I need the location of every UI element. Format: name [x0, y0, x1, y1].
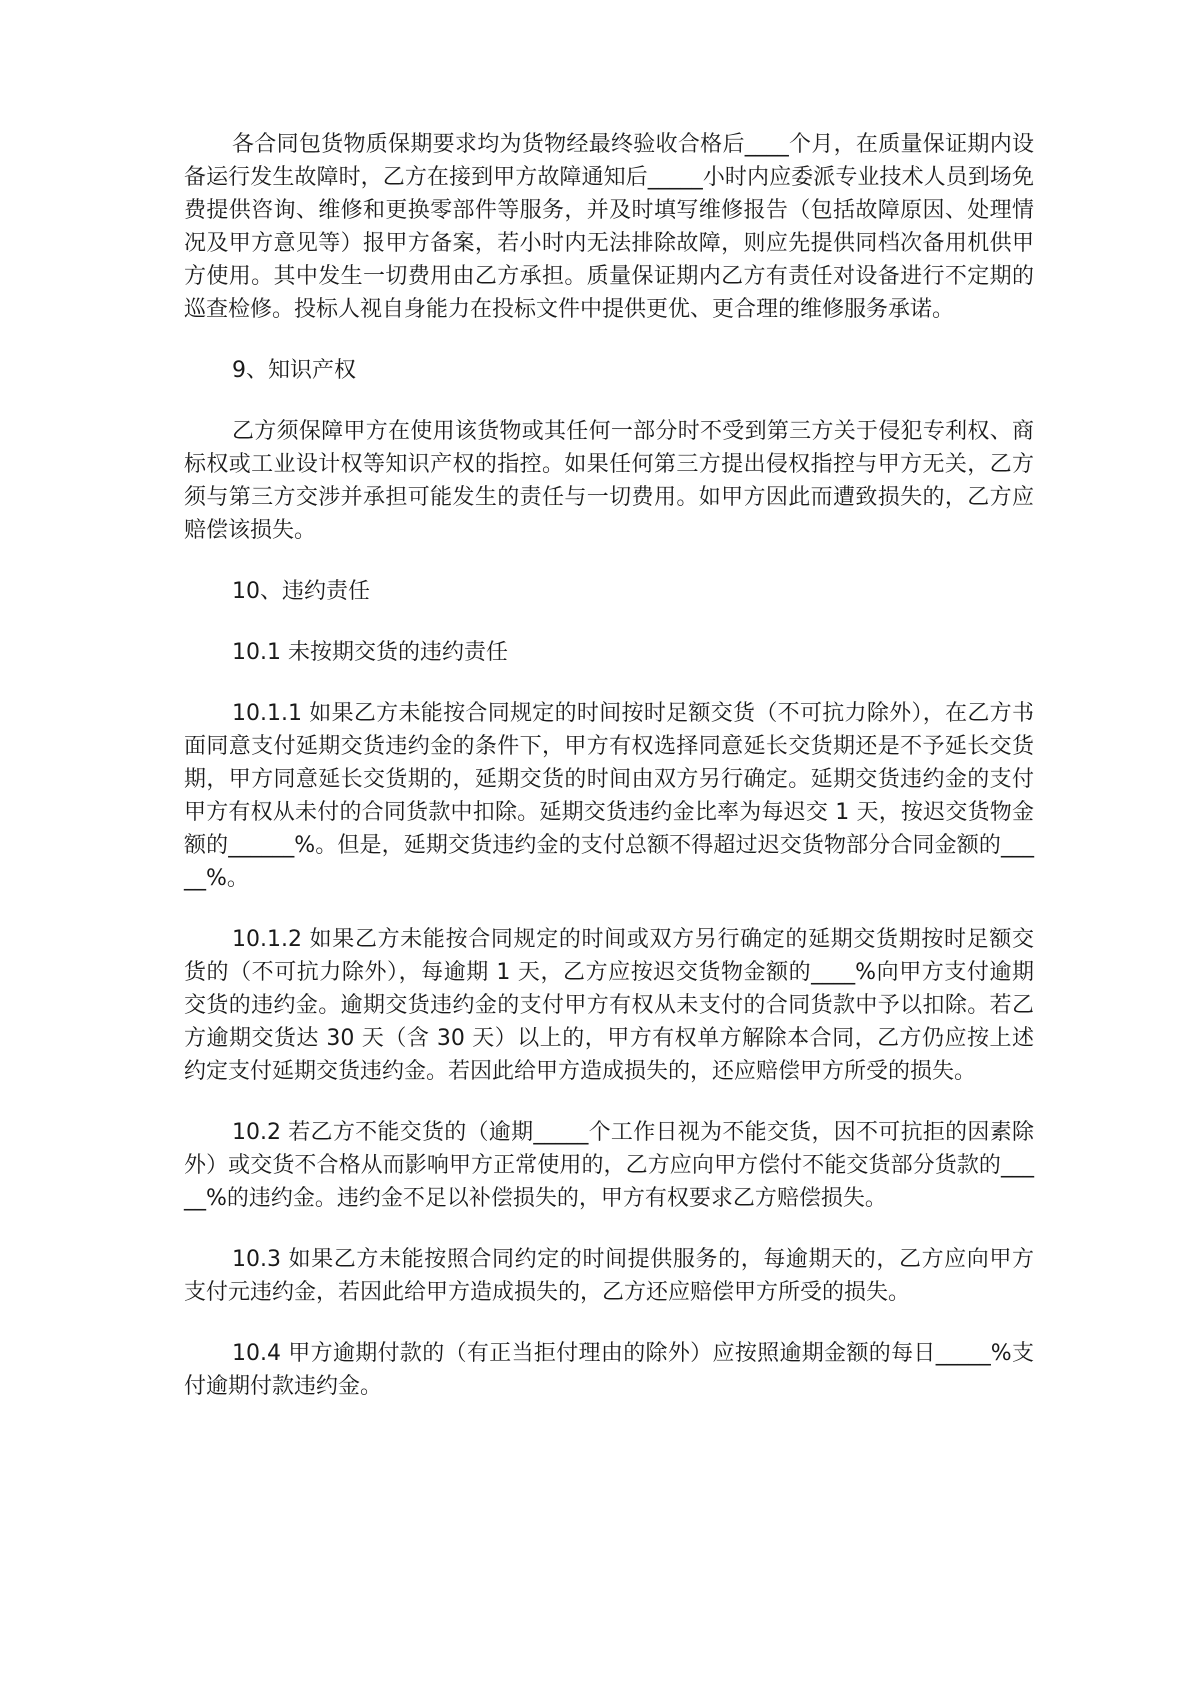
spacer: [184, 895, 1034, 923]
section-10-1-heading: 10.1 未按期交货的违约责任: [232, 640, 508, 665]
clause-10-2-paragraph: 10.2 若乙方不能交货的（逾期_____个工作日视为不能交货，因不可抗拒的因素除外）或交货不合格从而影响甲方正常使用的，乙方应向甲方偿付不能交货部分货款的_____%的违约金。违约金不足以补偿损失的，甲方有权要求乙方赔偿损失。: [184, 1120, 1034, 1211]
spacer: [184, 1088, 1034, 1116]
section-10-heading: 10、违约责任: [232, 579, 370, 604]
clause-10-4-paragraph: 10.4 甲方逾期付款的（有正当拒付理由的除外）应按照逾期金额的每日_____%支付逾期付款违约金。: [184, 1341, 1034, 1399]
warranty-paragraph: 各合同包货物质保期要求均为货物经最终验收合格后____个月，在质量保证期内设备运行发生故障时，乙方在接到甲方故障通知后_____小时内应委派专业技术人员到场免费提供咨询、维修和更换零部件等服务，并及时填写维修报告（包括故障原因、处理情况及甲方意见等）报甲方备案，若小时内无法排除故障，则应先提供同档次备用机供甲方使用。其中发生一切费用由乙方承担。质量保证期内乙方有责任对设备进行不定期的巡查检修。投标人视自身能力在投标文件中提供更优、更合理的维修服务承诺。: [184, 132, 1034, 322]
clause-10-3-paragraph: 10.3 如果乙方未能按照合同约定的时间提供服务的，每逾期天的，乙方应向甲方支付元违约金，若因此给甲方造成损失的，乙方还应赔偿甲方所受的损失。: [184, 1247, 1034, 1305]
spacer: [184, 387, 1034, 415]
spacer: [184, 608, 1034, 636]
ip-paragraph: 乙方须保障甲方在使用该货物或其任何一部分时不受到第三方关于侵犯专利权、商标权或工业设计权等知识产权的指控。如果任何第三方提出侵权指控与甲方无关，乙方须与第三方交涉并承担可能发生的责任与一切费用。如甲方因此而遭致损失的，乙方应赔偿该损失。: [184, 419, 1034, 543]
spacer: [184, 1309, 1034, 1337]
spacer: [184, 1215, 1034, 1243]
spacer: [184, 547, 1034, 575]
clause-10-1-1-paragraph: 10.1.1 如果乙方未能按合同规定的时间按时足额交货（不可抗力除外），在乙方书面同意支付延期交货违约金的条件下，甲方有权选择同意延长交货期还是不予延长交货期，甲方同意延长交货期的，延期交货的时间由双方另行确定。延期交货违约金的支付甲方有权从未付的合同货款中扣除。延期交货违约金比率为每迟交 1 天，按迟交货物金额的______%。但是，延期交货违约金的支付总额不得超过迟交货物部分合同金额的_____%。: [184, 701, 1034, 891]
spacer: [184, 669, 1034, 697]
clause-10-1-2-paragraph: 10.1.2 如果乙方未能按合同规定的时间或双方另行确定的延期交货期按时足额交货的（不可抗力除外），每逾期 1 天，乙方应按迟交货物金额的____%向甲方支付逾期交货的违约金。逾期交货违约金的支付甲方有权从未支付的合同货款中予以扣除。若乙方逾期交货达 30 天（含 30 天）以上的，甲方有权单方解除本合同，乙方仍应按上述约定支付延期交货违约金。若因此给甲方造成损失的，还应赔偿甲方所受的损失。: [184, 927, 1034, 1084]
spacer: [184, 326, 1034, 354]
document-page: [184, 128, 1034, 1403]
section-9-heading: 9、知识产权: [232, 358, 356, 383]
